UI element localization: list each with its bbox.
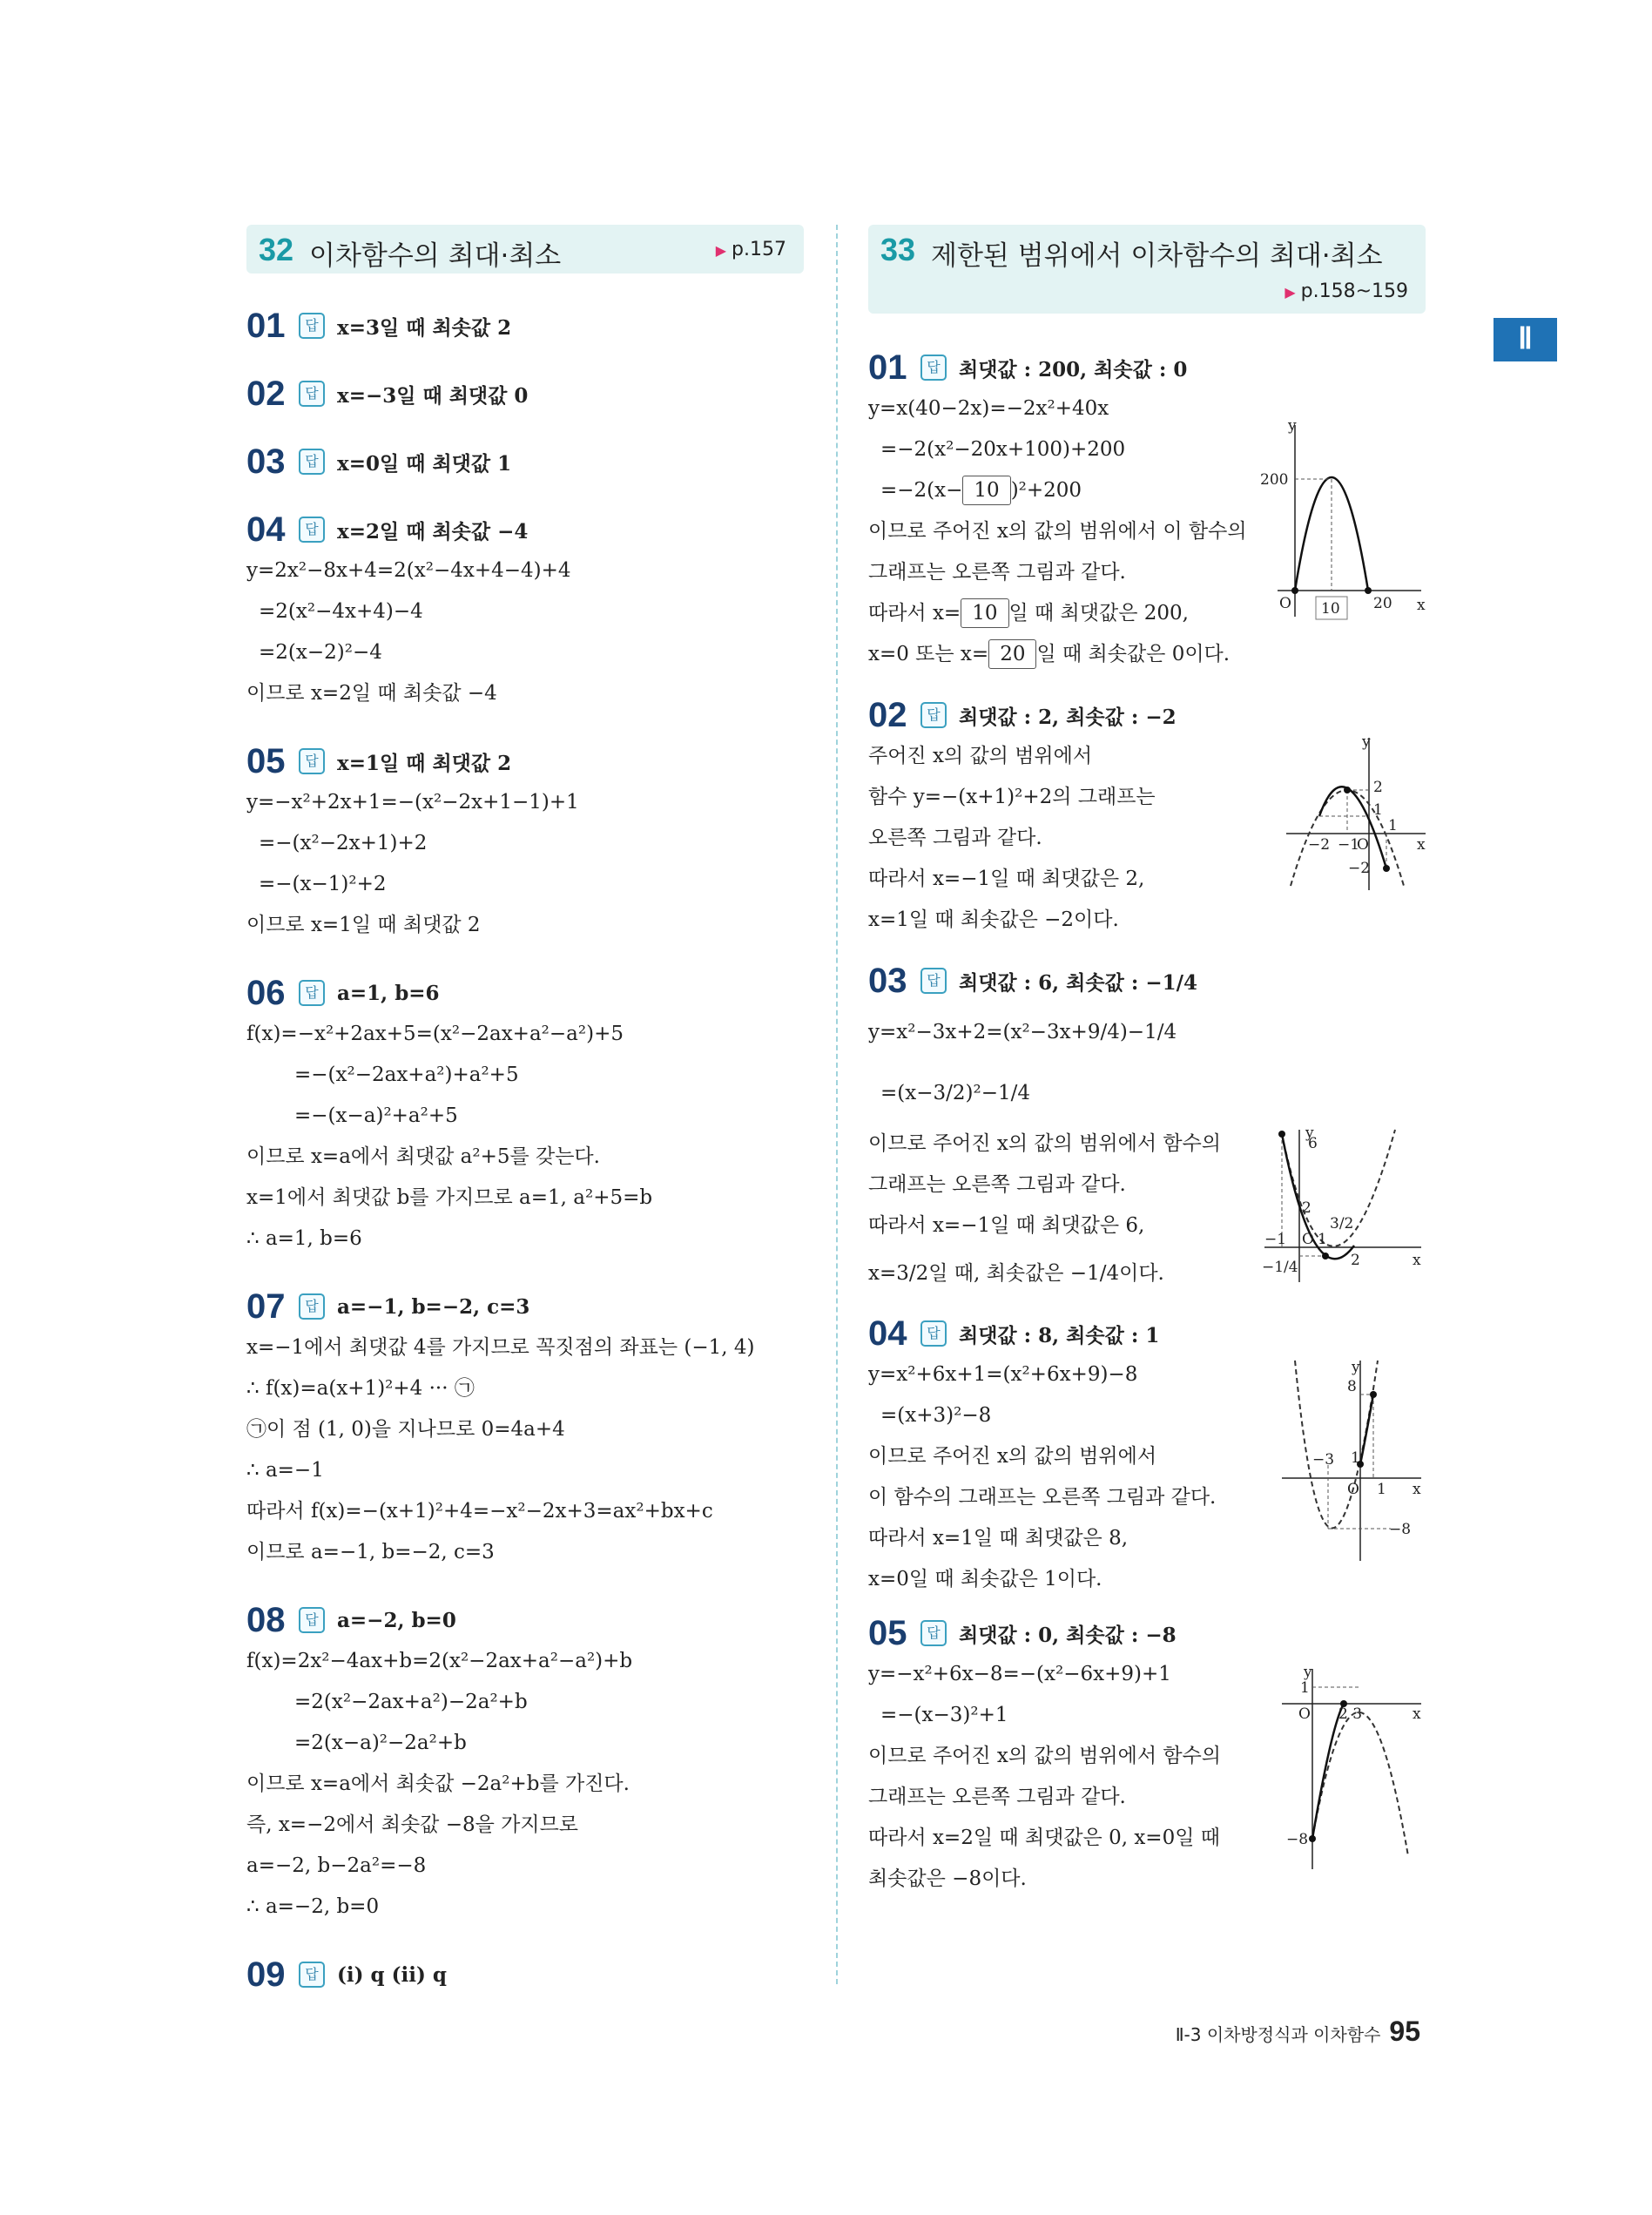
problem-01 (868, 347, 1426, 675)
axis-label-y: y (1305, 1124, 1314, 1142)
answer-text: 최댓값 : 6, 최솟값 : −1/4 (959, 970, 1198, 995)
answer-badge: 답 (299, 1293, 325, 1320)
section-title: 제한된 범위에서 이차함수의 최대·최소 (931, 240, 1383, 272)
tick-label: −8 (1389, 1521, 1412, 1538)
origin-label: O (1347, 1481, 1359, 1498)
text: x=0 또는 x= (868, 643, 989, 665)
solution-line: =−2(x²−20x+100)+200 (880, 438, 1126, 461)
section-title: 이차함수의 최대·최소 (309, 240, 562, 272)
answer-text: x=2일 때 최솟값 −4 (337, 519, 529, 544)
problem-number: 09 (246, 1955, 286, 1994)
origin-label: O (1298, 1705, 1311, 1723)
point (1278, 1131, 1285, 1138)
solution-line: =−(x−a)²+a²+5 (294, 1104, 458, 1127)
solution-line: 따라서 x=−1일 때 최댓값은 6, (868, 1214, 1145, 1237)
solution-line: y=2x²−8x+4=2(x²−4x+4−4)+4 (246, 559, 571, 582)
point (1344, 787, 1351, 793)
axis-label-x: x (1417, 597, 1426, 614)
page-ref (716, 239, 786, 260)
tick-label: 20 (1373, 595, 1392, 612)
solution-line: 이므로 주어진 x의 값의 범위에서 함수의 (868, 1745, 1222, 1767)
solution-line: 즉, x=−2에서 최솟값 −8을 가지므로 (246, 1813, 579, 1836)
solution-line: 이므로 a=−1, b=−2, c=3 (246, 1541, 495, 1563)
solution-line: x=1에서 최댓값 b를 가지므로 a=1, a²+5=b (246, 1186, 653, 1209)
origin-label: O (1279, 595, 1291, 612)
solution-line: 이므로 주어진 x의 값의 범위에서 함수의 (868, 1132, 1222, 1155)
axis-label-y: y (1352, 1359, 1360, 1376)
solution-line: =2(x²−2ax+a²)−2a²+b (294, 1691, 528, 1713)
problem-head (868, 1612, 1426, 1654)
problem-head (246, 972, 804, 1014)
parabola-dashed (1312, 1712, 1408, 1856)
problem-03 (868, 960, 1426, 1300)
axis-label-y: y (1362, 733, 1371, 751)
solution-line: =2(x²−4x+4)−4 (259, 600, 423, 623)
answer-badge: 답 (299, 748, 325, 774)
triangle-icon: ▶ (1285, 284, 1296, 301)
graph-05 (1278, 1665, 1426, 1874)
problem-number: 01 (868, 348, 907, 387)
graph-03 (1260, 1125, 1426, 1291)
solution-line: 그래프는 오른쪽 그림과 같다. (868, 1786, 1126, 1808)
problem-head (246, 1286, 804, 1327)
axis-label-x: x (1413, 1252, 1421, 1269)
problem-head (246, 373, 804, 415)
axis-label-x: x (1417, 836, 1426, 854)
solution-line: x=−1에서 최댓값 4를 가지므로 꼭짓점의 좌표는 (−1, 4) (246, 1336, 755, 1359)
triangle-icon: ▶ (715, 242, 727, 259)
problem-number: 05 (868, 1613, 907, 1652)
text: =−2(x− (880, 479, 963, 502)
tick-label: −8 (1286, 1831, 1309, 1848)
answer-text: x=−3일 때 최댓값 0 (337, 383, 529, 408)
parabola-solid (1360, 1395, 1373, 1464)
problem-head (868, 347, 1426, 388)
problem-07 (246, 1286, 804, 1573)
answer-text: a=−2, b=0 (337, 1608, 456, 1632)
problem-number: 02 (246, 374, 286, 413)
tick-label: 2 3 (1338, 1705, 1363, 1723)
answer-badge: 답 (299, 1962, 325, 1988)
tick-label: 1 (1300, 1679, 1310, 1697)
tick-label: −1/4 (1262, 1259, 1298, 1276)
solution-line: f(x)=−x²+2ax+5=(x²−2ax+a²−a²)+5 (246, 1023, 624, 1045)
solution-line: 이므로 x=2일 때 최솟값 −4 (246, 682, 497, 705)
axis-label-y: y (1304, 1664, 1312, 1681)
problem-number: 04 (246, 510, 286, 549)
problem-number: 05 (246, 741, 286, 780)
point (1322, 1253, 1329, 1259)
answer-text: x=1일 때 최댓값 2 (337, 751, 512, 775)
section-header-33 (868, 225, 1426, 314)
answer-text: (i) q (ii) q (337, 1962, 447, 1987)
page-footer (1176, 2016, 1420, 2048)
problem-number: 03 (246, 442, 286, 481)
solution-line: 따라서 x=2일 때 최댓값은 0, x=0일 때 (868, 1827, 1220, 1849)
answer-badge: 답 (299, 517, 325, 543)
problem-number: 07 (246, 1286, 286, 1326)
tick-label: 8 (1347, 1378, 1357, 1395)
tick-label: −1 (1264, 1231, 1287, 1248)
text: 일 때 최솟값은 0이다. (1036, 643, 1231, 665)
graph-04 (1278, 1356, 1426, 1565)
problem-number: 03 (868, 961, 907, 1000)
origin-label: O (1357, 836, 1369, 854)
tick-label: 6 (1308, 1135, 1318, 1152)
axis-label-x: x (1413, 1705, 1421, 1723)
problem-number: 02 (868, 695, 907, 734)
tick-label: 1 (1373, 801, 1383, 819)
answer-text: x=3일 때 최솟값 2 (337, 315, 512, 340)
problem-02 (246, 373, 804, 415)
solution-line: x=0일 때 최솟값은 1이다. (868, 1568, 1102, 1590)
solution-line: 이므로 주어진 x의 값의 범위에서 이 함수의 (868, 520, 1247, 543)
answer-text: a=1, b=6 (337, 981, 440, 1005)
solution-line: 이 함수의 그래프는 오른쪽 그림과 같다. (868, 1486, 1217, 1509)
answer-badge: 답 (920, 355, 947, 381)
solution-line (868, 634, 1426, 675)
page-ref-text: p.158~159 (1300, 280, 1408, 302)
left-column (246, 225, 804, 1996)
answer-badge: 답 (299, 980, 325, 1006)
boxed-answer: 20 (988, 639, 1036, 669)
problem-number: 06 (246, 973, 286, 1012)
solution-line: 이므로 x=1일 때 최댓값 2 (246, 914, 481, 936)
problem-number: 04 (868, 1313, 907, 1353)
answer-text: a=−1, b=−2, c=3 (337, 1294, 530, 1319)
tick-label: 3/2 (1330, 1215, 1354, 1232)
solution-line: 따라서 f(x)=−(x+1)²+4=−x²−2x+3=ax²+bx+c (246, 1500, 713, 1523)
tick-label: −2 (1308, 836, 1331, 854)
solution-line: ㉠이 점 (1, 0)을 지나므로 0=4a+4 (246, 1418, 565, 1441)
answer-badge: 답 (920, 968, 947, 994)
problem-head (246, 509, 804, 550)
solution-line: 따라서 x=1일 때 최댓값은 8, (868, 1527, 1129, 1550)
solution-line: =2(x−a)²−2a²+b (294, 1732, 467, 1754)
problem-01 (246, 305, 804, 347)
problem-05 (246, 740, 804, 946)
solution-line: a=−2, b−2a²=−8 (246, 1854, 427, 1877)
tick-label: 1 (1351, 1449, 1360, 1467)
origin-label: O (1302, 1231, 1314, 1248)
tick-label: 1 (1318, 1231, 1327, 1248)
solution-line: 오른쪽 그림과 같다. (868, 827, 1042, 849)
point (1291, 587, 1298, 594)
text: 따라서 x= (868, 602, 961, 625)
point (1309, 1835, 1316, 1842)
answer-badge: 답 (299, 381, 325, 407)
solution-line: =−(x−3)²+1 (880, 1704, 1008, 1726)
solution-line: y=−x²+6x−8=−(x²−6x+9)+1 (868, 1663, 1171, 1685)
answer-badge: 답 (920, 1620, 947, 1646)
text: )²+200 (1010, 479, 1082, 502)
tick-label: 2 (1373, 779, 1383, 796)
answer-text: 최댓값 : 0, 최솟값 : −8 (959, 1623, 1177, 1647)
tick-label: 2 (1351, 1252, 1360, 1269)
tick-label: −2 (1348, 860, 1371, 877)
problem-03 (246, 441, 804, 483)
problem-head (246, 1954, 804, 1996)
answer-badge: 답 (920, 1320, 947, 1347)
point (1370, 1391, 1377, 1398)
chapter-tab: Ⅱ (1494, 318, 1557, 361)
problem-04 (246, 509, 804, 714)
solution-line: ∴ a=−2, b=0 (246, 1895, 380, 1918)
page-ref-text: p.157 (732, 239, 786, 260)
solution-line: x=3/2일 때, 최솟값은 −1/4이다. (868, 1262, 1164, 1285)
boxed-answer: 10 (961, 598, 1008, 628)
problem-number: 01 (246, 306, 286, 345)
point (1365, 587, 1372, 594)
section-number: 32 (259, 232, 294, 267)
problem-06 (246, 972, 804, 1259)
solution-line: y=x²−3x+2=(x²−3x+9/4)−1/4 (868, 1021, 1177, 1043)
page-ref (1285, 280, 1408, 302)
solution-line: x=1일 때 최솟값은 −2이다. (868, 908, 1119, 931)
solution-line: =−(x−1)²+2 (259, 873, 387, 895)
text: 일 때 최댓값은 200, (1008, 602, 1189, 625)
graph-02 (1282, 729, 1430, 895)
axis-label-x: x (1413, 1481, 1421, 1498)
problem-08 (246, 1599, 804, 1928)
axis-label-y: y (1288, 417, 1297, 435)
problem-02 (868, 694, 1426, 941)
solution-line: =2(x−2)²−4 (259, 641, 382, 664)
problem-04 (868, 1313, 1426, 1600)
problem-head (246, 1599, 804, 1641)
problem-head (246, 305, 804, 347)
tick-label: 1 (1388, 817, 1398, 834)
right-column (868, 225, 1426, 1900)
solution-line: ∴ f(x)=a(x+1)²+4 ··· ㉠ (246, 1377, 475, 1400)
solution-line: 이므로 x=a에서 최댓값 a²+5를 갖는다. (246, 1145, 600, 1168)
solution-line: f(x)=2x²−4ax+b=2(x²−2ax+a²−a²)+b (246, 1650, 633, 1672)
page-number: 95 (1389, 2016, 1420, 2047)
answer-badge: 답 (299, 449, 325, 475)
answer-badge: 답 (299, 1607, 325, 1633)
solution-line: 따라서 x=−1일 때 최댓값은 2, (868, 868, 1145, 890)
point (1383, 865, 1390, 872)
section-header-32 (246, 225, 804, 273)
solution-line: 그래프는 오른쪽 그림과 같다. (868, 561, 1126, 584)
chapter-label: Ⅱ-3 이차방정식과 이차함수 (1175, 2024, 1381, 2045)
section-number: 33 (880, 232, 916, 267)
problem-head (246, 441, 804, 483)
problem-head (246, 740, 804, 782)
tick-label: 10 (1321, 600, 1340, 618)
tick-label: −3 (1312, 1451, 1335, 1469)
column-divider (836, 225, 838, 1984)
graph-01 (1260, 416, 1426, 625)
solution-line: y=−x²+2x+1=−(x²−2x+1−1)+1 (246, 791, 579, 814)
problem-05 (868, 1612, 1426, 1900)
answer-text: 최댓값 : 200, 최솟값 : 0 (959, 357, 1188, 382)
boxed-answer: 10 (962, 476, 1010, 505)
parabola-solid (1319, 787, 1386, 868)
tick-label: 200 (1260, 471, 1289, 489)
tick-label: −1 (1338, 836, 1360, 854)
solution-line: 이므로 x=a에서 최솟값 −2a²+b를 가진다. (246, 1773, 630, 1795)
tick-label: 2 (1302, 1199, 1311, 1217)
solution-line: ∴ a=−1 (246, 1459, 324, 1482)
solution-line: y=x²+6x+1=(x²+6x+9)−8 (868, 1363, 1138, 1386)
left-problem-list (246, 305, 804, 1996)
answer-badge: 답 (920, 702, 947, 728)
problem-number: 08 (246, 1600, 286, 1639)
problem-09 (246, 1954, 804, 1996)
tick-label: 1 (1377, 1481, 1386, 1498)
problem-head (868, 1313, 1426, 1354)
answer-badge: 답 (299, 313, 325, 339)
solution-line: =−(x²−2x+1)+2 (259, 832, 428, 854)
solution-line: y=x(40−2x)=−2x²+40x (868, 397, 1109, 420)
solution-line: 함수 y=−(x+1)²+2의 그래프는 (868, 786, 1156, 808)
solution-line: 주어진 x의 값의 범위에서 (868, 745, 1093, 767)
solution-line: ∴ a=1, b=6 (246, 1227, 362, 1250)
problem-head (868, 960, 1426, 1002)
solution-line: =(x+3)²−8 (880, 1404, 992, 1427)
solution-line: 최솟값은 −8이다. (868, 1867, 1027, 1890)
answer-text: 최댓값 : 2, 최솟값 : −2 (959, 705, 1177, 729)
answer-text: 최댓값 : 8, 최솟값 : 1 (959, 1323, 1160, 1347)
solution-line: 이므로 주어진 x의 값의 범위에서 (868, 1445, 1157, 1468)
solution-line: =(x−3/2)²−1/4 (880, 1082, 1030, 1104)
answer-text: x=0일 때 최댓값 1 (337, 451, 512, 476)
solution-line: =−(x²−2ax+a²)+a²+5 (294, 1064, 519, 1086)
solution-line: 그래프는 오른쪽 그림과 같다. (868, 1173, 1126, 1196)
